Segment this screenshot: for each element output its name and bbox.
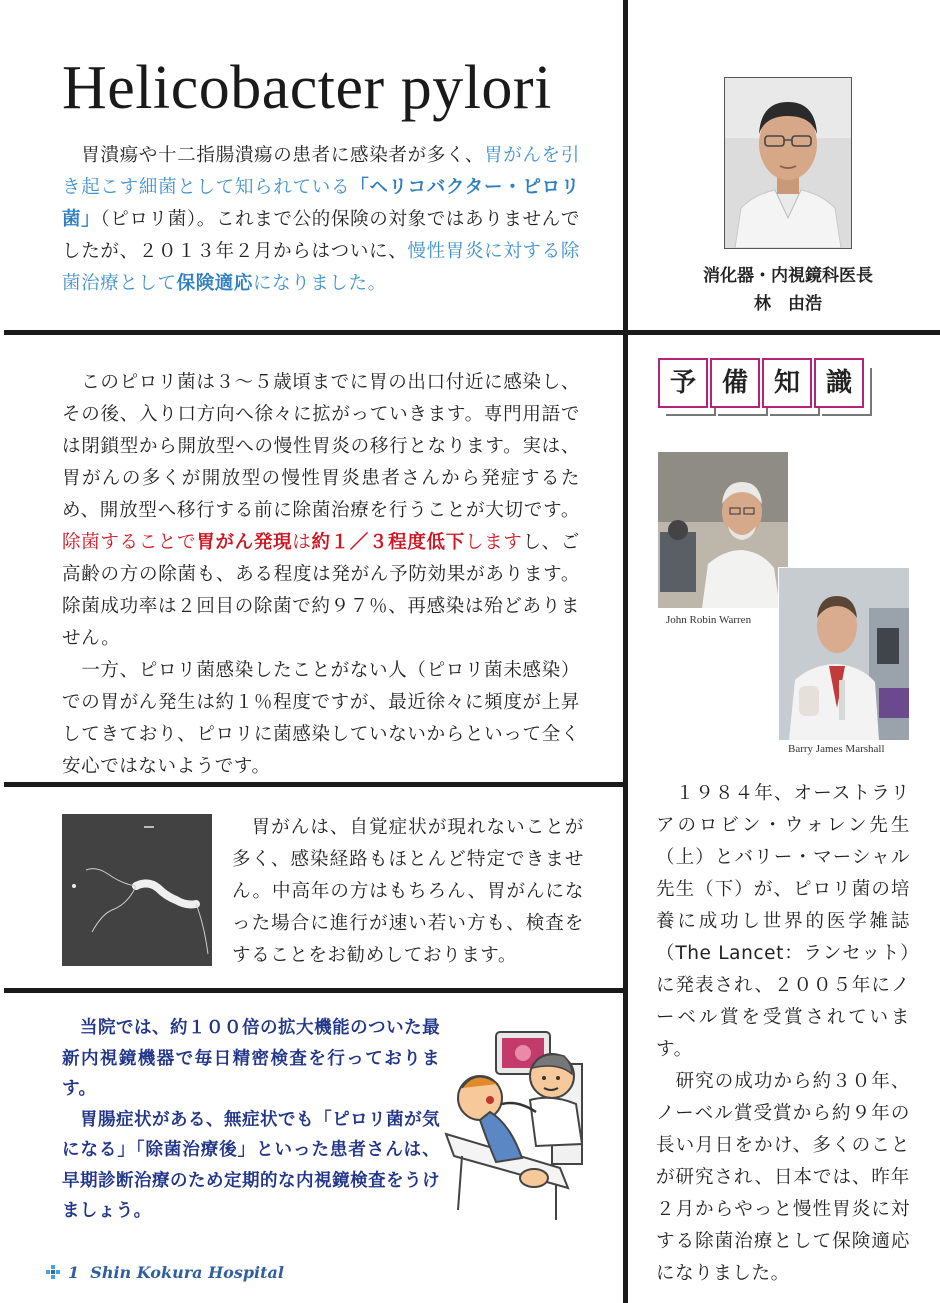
page-number: 1: [68, 1263, 80, 1282]
main-red-2: は: [292, 532, 312, 553]
sidebar-article: [656, 778, 910, 1290]
warren-caption: John Robin Warren: [666, 614, 752, 626]
page-footer: [46, 1263, 284, 1282]
notice-paragraph-2: 胃腸症状がある、無症状でも「ピロリ菌が気になる」「除菌治療後」といった患者さんは、早期診断治療のため定期的な内視鏡検査をうけましょう。: [62, 1109, 440, 1221]
divider-lower: [4, 988, 628, 993]
main-article: [62, 367, 580, 783]
hospital-name: Shin Kokura Hospital: [90, 1263, 284, 1282]
intro-insurance: 保険適応: [176, 273, 254, 294]
intro-bacteria-name: 「ヘリコバクター・ピロリ菌」: [62, 177, 580, 230]
notice-paragraph-1: 当院では、約１００倍の拡大機能のついた最新内視鏡機器で毎日精密検査を行っております。: [62, 1018, 440, 1099]
main-red-bold-1: 胃がん発現: [196, 532, 293, 553]
doctor-name: 林 由浩: [754, 294, 822, 314]
doctor-photo: [724, 77, 852, 249]
pylori-micrograph: [62, 814, 212, 966]
main-paragraph-1: [62, 367, 580, 655]
endoscopy-illustration: [440, 1028, 612, 1228]
intro-paragraph: [62, 140, 580, 300]
yobi-char-2: 備: [710, 358, 760, 408]
sidebar-paragraph-2: 研究の成功から約３０年、ノーベル賞受賞から約９年の長い月日をかけ、多くのことが研究され、日本では、昨年２月からやっと慢性胃炎に対する除菌治療として保険適応になりました。: [656, 1071, 910, 1284]
marshall-caption: Barry James Marshall: [788, 743, 885, 755]
main-text-1: このピロリ菌は３〜５歳頃までに胃の出口付近に感染し、その後、入り口方向へ徐々に拡がっていきます。専門用語では閉鎖型から開放型への慢性胃炎の移行となります。実は、胃がんの多くが開放型の慢性胃炎患者さんから発症するため、開放型へ移行する前に除菌治療を行うことが大切です。: [62, 372, 580, 521]
yobi-char-3: 知: [762, 358, 812, 408]
main-red-3: します: [464, 532, 523, 553]
warren-photo: [658, 452, 788, 608]
stomach-cancer-paragraph: 胃がんは、自覚症状が現れないことが多く、感染経路もほとんど特定できません。中高年の方はもちろん、胃がんになった場合に進行が速い若い方も、検査をすることをお勧めしております。: [232, 817, 584, 966]
divider-top: [4, 330, 940, 335]
main-red-bold-2: 約１／３程度低下: [311, 532, 465, 553]
marshall-image: [779, 568, 909, 740]
sidebar-paragraph-1: １９８４年、オーストラリアのロビン・ウォレン先生（上）とバリー・マーシャル先生（下）が、ピロリ菌の培養に成功し世界的医学雑誌（The Lancet：ランセット）に発表され、２００５年にノーベル賞を受賞されています。: [656, 783, 910, 1060]
cross-pattern-icon: [46, 1265, 60, 1279]
yobi-char-4: 識: [814, 358, 864, 408]
vertical-divider: [623, 0, 628, 1303]
marshall-photo: [778, 567, 910, 741]
doctor-role: 消化器・内視鏡科医長: [703, 266, 873, 286]
main-red-1: 除菌することで: [62, 532, 197, 553]
intro-highlight-1: 胃がんを引き起こす細菌として知られている: [62, 145, 580, 198]
bacteria-micrograph-image: [62, 814, 212, 966]
intro-highlight-2: 慢性胃炎に対する除菌治療として: [62, 241, 580, 294]
main-text-2: し、ご高齢の方の除菌も、ある程度は発がん予防効果があります。除菌成功率は２回目の除菌で約９７％、再感染は殆どありません。: [62, 532, 580, 649]
doctor-portrait-image: [725, 78, 851, 248]
intro-text-2: （ピロリ菌）。これまで公的保険の対象ではありませんでしたが、２０１３年２月からはついに、: [62, 209, 580, 262]
main-paragraph-2: 一方、ピロリ菌感染したことがない人（ピロリ菌未感染）での胃がん発生は約１％程度ですが、最近徐々に頻度が上昇してきており、ピロリに菌感染していないからといって全く安心ではないようです。: [62, 660, 580, 777]
intro-text-1: 胃潰瘍や十二指腸潰瘍の患者に感染者が多く、: [62, 145, 485, 166]
warren-image: [658, 452, 788, 608]
doctor-caption: [676, 262, 900, 318]
hospital-notice: [62, 1013, 440, 1227]
yobi-char-1: 予: [658, 358, 708, 408]
page-title: Helicobacter pylori: [62, 54, 552, 122]
intro-highlight-3: になりました。: [253, 273, 387, 294]
doctor-patient-cartoon: [440, 1028, 612, 1228]
